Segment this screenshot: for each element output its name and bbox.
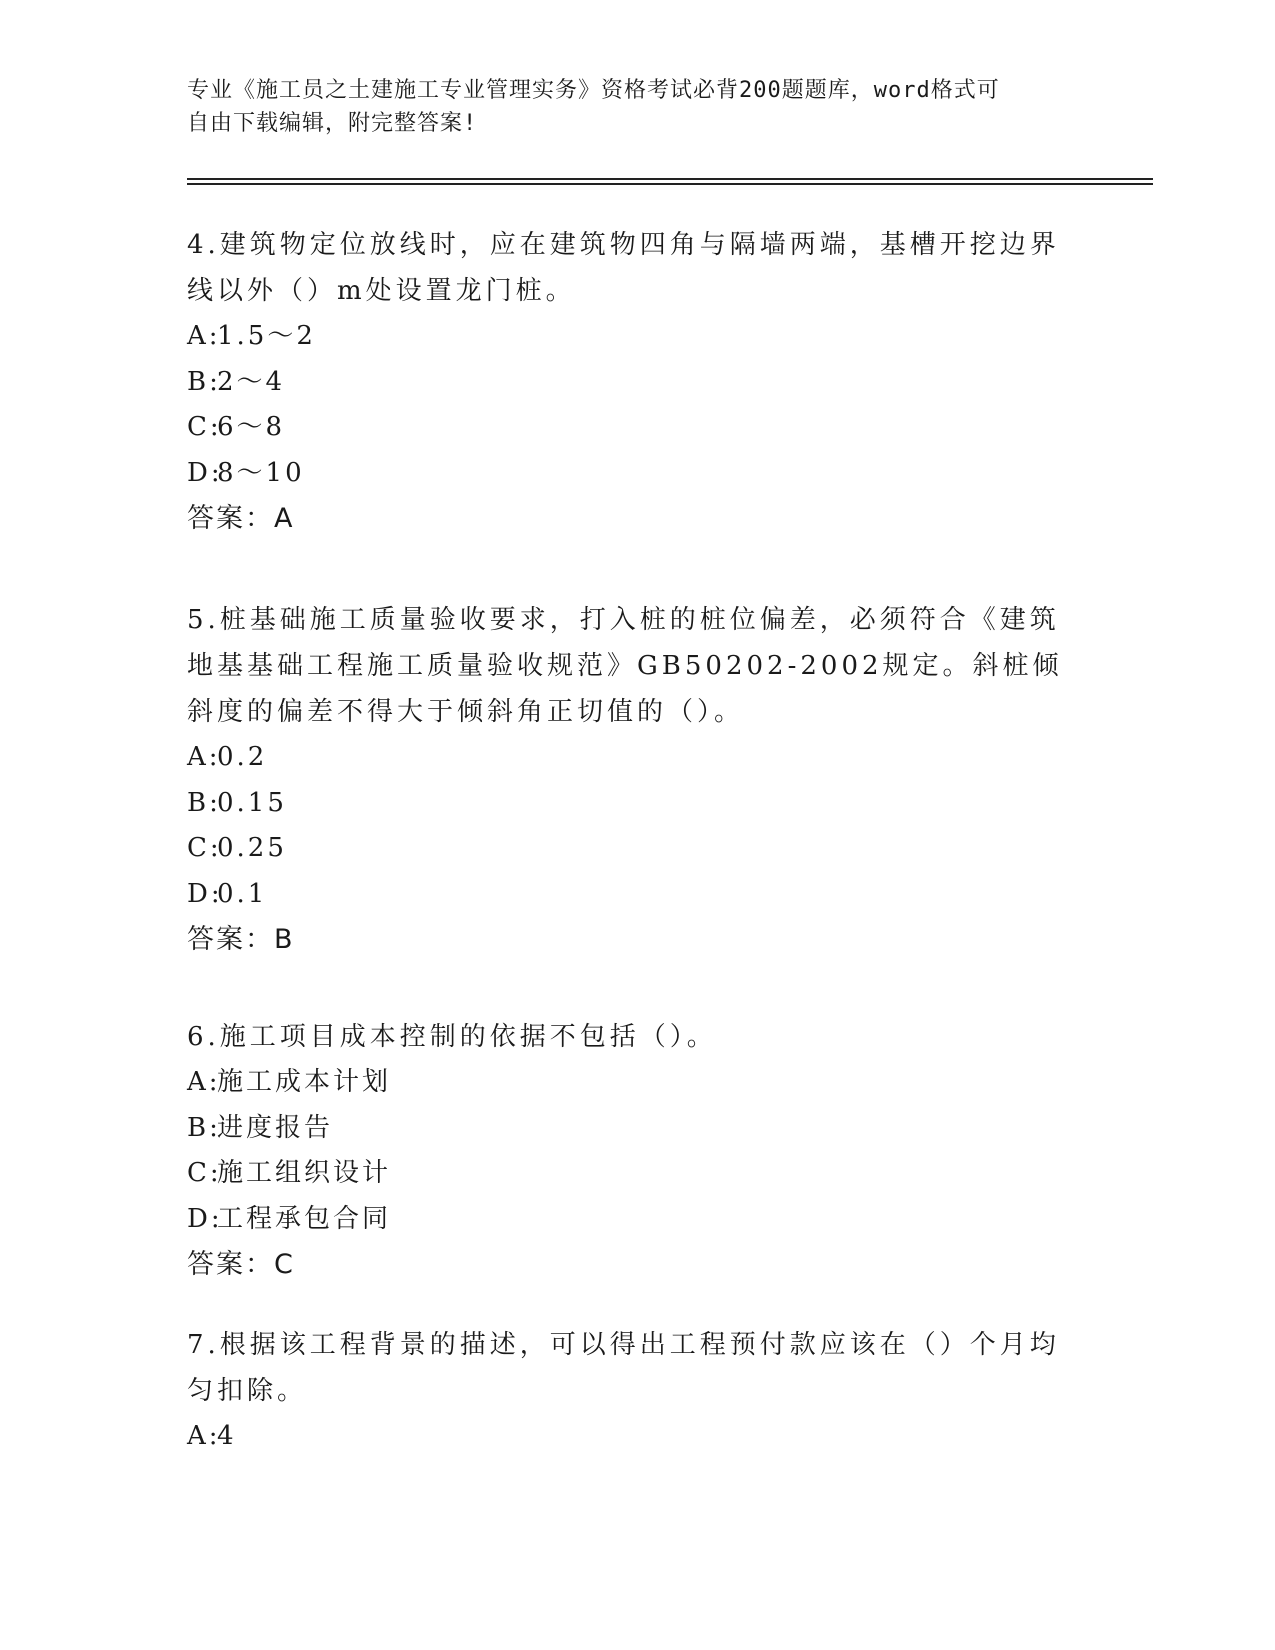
option-text: 1.5～2	[217, 321, 316, 351]
option-text: 4	[217, 1421, 237, 1451]
question-stem: 6.施工项目成本控制的依据不包括（）。	[187, 1022, 717, 1052]
option-letter: A:	[187, 1067, 221, 1097]
option-b	[187, 360, 1077, 406]
answer-line: 答案：C	[187, 1249, 295, 1280]
option-c	[187, 405, 1077, 451]
answer-line: 答案：B	[187, 924, 295, 955]
header-divider-bottom	[187, 183, 1153, 185]
question-stem: 7.根据该工程背景的描述，可以得出工程预付款应该在（）个月均匀扣除。	[187, 1330, 1060, 1406]
option-b	[187, 781, 1077, 827]
option-d	[187, 1197, 1077, 1243]
option-text: 0.2	[217, 742, 268, 772]
option-letter: B:	[187, 366, 221, 397]
option-d	[187, 451, 1077, 497]
option-letter: A:	[187, 742, 221, 772]
option-letter: C:	[187, 412, 222, 442]
option-text: 2～4	[217, 366, 286, 397]
option-text: 8～10	[217, 457, 305, 488]
option-text: 进度报告	[217, 1112, 334, 1143]
document-header	[187, 74, 1067, 140]
question-6	[187, 1014, 1077, 1288]
option-text: 0.1	[217, 878, 268, 909]
option-text: 工程承包合同	[217, 1203, 392, 1234]
option-text: 6～8	[217, 412, 286, 442]
option-a	[187, 735, 1077, 781]
option-text: 0.25	[217, 833, 287, 863]
option-a	[187, 1060, 1077, 1106]
question-stem: 5.桩基础施工质量验收要求，打入桩的桩位偏差，必须符合《建筑地基基础工程施工质量验收规范》GB50202-2002规定。斜桩倾斜度的偏差不得大于倾斜角正切值的（）。	[187, 605, 1063, 727]
option-text: 施工组织设计	[217, 1158, 392, 1188]
option-letter: B:	[187, 787, 221, 818]
option-letter: A:	[187, 1421, 221, 1451]
option-text: 施工成本计划	[217, 1067, 392, 1097]
option-c	[187, 1151, 1077, 1197]
option-d	[187, 872, 1077, 918]
option-letter: D:	[187, 1203, 223, 1234]
answer-line: 答案：A	[187, 503, 295, 534]
option-letter: D:	[187, 457, 223, 488]
option-b	[187, 1106, 1077, 1152]
option-letter: D:	[187, 878, 223, 909]
header-divider-top	[187, 178, 1153, 180]
question-5	[187, 597, 1077, 963]
option-letter: C:	[187, 1158, 222, 1188]
header-line-1: 专业《施工员之土建施工专业管理实务》资格考试必背200题题库，word格式可	[187, 78, 1000, 103]
question-4	[187, 222, 1077, 542]
header-line-2: 自由下载编辑，附完整答案!	[187, 111, 478, 136]
option-c	[187, 826, 1077, 872]
option-text: 0.15	[217, 787, 287, 818]
option-a	[187, 314, 1077, 360]
question-7	[187, 1322, 1077, 1460]
option-letter: C:	[187, 833, 222, 863]
option-a	[187, 1414, 1077, 1460]
option-letter: A:	[187, 321, 221, 351]
question-stem: 4.建筑物定位放线时，应在建筑物四角与隔墙两端，基槽开挖边界线以外（）m处设置龙门桩。	[187, 230, 1060, 306]
option-letter: B:	[187, 1112, 221, 1143]
